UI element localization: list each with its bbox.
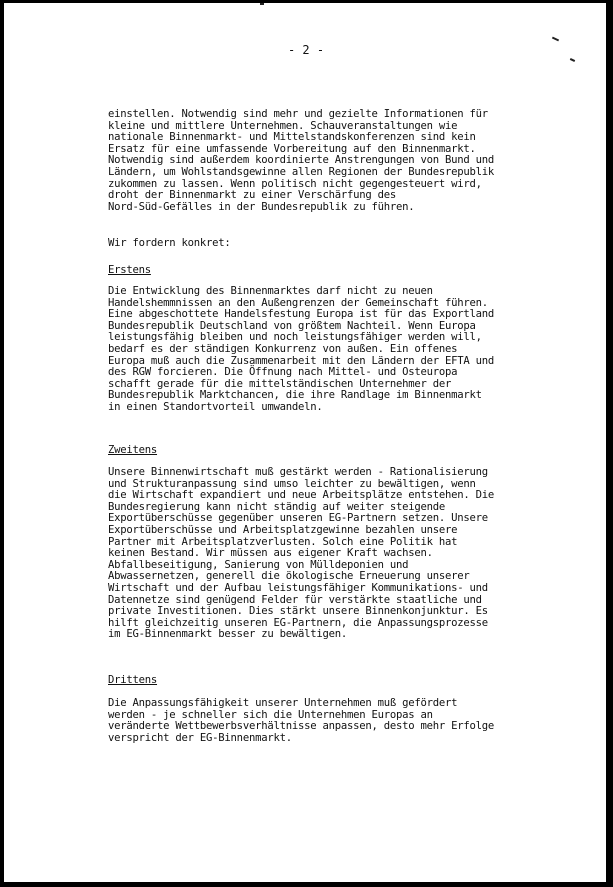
scan-mark: [260, 3, 264, 5]
text-line: Handelshemmnissen an den Außengrenzen der Gemeinschaft führen.: [108, 296, 488, 309]
section-heading-zweitens: Zweitens: [108, 444, 158, 456]
text-line: einstellen. Notwendig sind mehr und gezielte Informationen für: [108, 108, 488, 120]
text-line: nationale Binnenmarkt- und Mittelstandskonferenzen sind kein: [108, 131, 476, 144]
text-line: verspricht der EG-Binnenmarkt.: [108, 731, 292, 744]
text-line: Exportüberschüsse und Arbeitsplatzgewinne bezahlen unsere: [108, 523, 458, 536]
text-line: kleine und mittlere Unternehmen. Schauveranstaltungen wie: [108, 119, 458, 132]
text-line: Die Anpassungsfähigkeit unserer Unternehmen muß gefördert: [108, 697, 458, 709]
section-paragraph-zweitens: [108, 467, 508, 641]
text-line: Datennetze sind genügend Felder für verstärkte staatliche und: [108, 593, 482, 606]
text-line: Eine abgeschottete Handelsfestung Europa ist für das Exportland: [108, 308, 495, 321]
text-line: schafft gerade für die mittelständischen Unternehmer der: [108, 377, 452, 390]
text-line: Abwassernetzen, generell die ökologische Erneuerung unserer: [108, 570, 470, 583]
text-line: Notwendig sind außerdem koordinierte Anstrengungen von Bund und: [108, 154, 495, 167]
text-line: im EG-Binnenmarkt besser zu bewältigen.: [108, 628, 347, 641]
text-line: werden - je schneller sich die Unternehmen Europas an: [108, 708, 433, 721]
text-line: Europa muß auch die Zusammenarbeit mit den Ländern der EFTA und: [108, 354, 495, 367]
section-heading-drittens: Drittens: [108, 674, 158, 686]
page-number: - 2 -: [287, 43, 325, 57]
demand-line: Wir fordern konkret:: [108, 237, 231, 249]
text-line: des RGW forcieren. Die Öffnung nach Mittel- und Osteuropa: [108, 366, 458, 379]
text-line: Die Entwicklung des Binnenmarktes darf nicht zu neuen: [108, 285, 433, 297]
text-line: Abfallbeseitigung, Sanierung von Mülldeponien und: [108, 558, 409, 571]
section-heading-erstens: Erstens: [108, 264, 151, 276]
intro-paragraph: [108, 109, 508, 213]
text-line: keinen Bestand. Wir müssen aus eigener Kraft wachsen.: [108, 547, 433, 560]
text-line: Exportüberschüsse gegenüber unseren EG-Partnern setzen. Unsere: [108, 512, 488, 525]
text-line: Unsere Binnenwirtschaft muß gestärkt werden - Rationalisierung: [108, 466, 488, 478]
scan-mark: [552, 37, 559, 42]
text-line: Partner mit Arbeitsplatzverlusten. Solch eine Politik hat: [108, 535, 458, 548]
text-line: leistungsfähig bleiben und noch leistungsfähiger werden will,: [108, 331, 482, 344]
text-line: Bundesregierung kann nicht ständig auf weiter steigende: [108, 500, 446, 513]
text-line: droht der Binnenmarkt zu einer Verschärfung des: [108, 189, 397, 202]
text-line: Ländern, um Wohlstandsgewinne allen Regionen der Bundesrepublik: [108, 165, 495, 178]
section-paragraph-drittens: [108, 698, 508, 744]
text-line: veränderte Wettbewerbsverhältnisse anpassen, desto mehr Erfolge: [108, 720, 495, 733]
document-page: [4, 3, 606, 882]
section-paragraph-erstens: [108, 286, 508, 414]
text-line: die Wirtschaft expandiert und neue Arbeitsplätze entstehen. Die: [108, 489, 495, 502]
text-line: Bundesrepublik Deutschland von größtem Nachteil. Wenn Europa: [108, 319, 476, 332]
text-line: private Investitionen. Dies stärkt unsere Binnenkonjunktur. Es: [108, 605, 488, 618]
text-line: Ersatz für eine umfassende Vorbereitung auf den Binnenmarkt.: [108, 142, 476, 155]
text-line: bedarf es der ständigen Konkurrenz von außen. Ein offenes: [108, 342, 458, 355]
text-line: hilft gleichzeitig unseren EG-Partnern, die Anpassungsprozesse: [108, 616, 488, 629]
text-line: in einen Standortvorteil umwandeln.: [108, 400, 323, 413]
text-line: und Strukturanpassung sind umso leichter zu bewältigen, wenn: [108, 477, 476, 490]
scan-mark: [570, 58, 575, 62]
text-line: Nord-Süd-Gefälles in der Bundesrepublik zu führen.: [108, 200, 415, 213]
text-line: Wirtschaft und der Aufbau leistungsfähiger Kommunikations- und: [108, 581, 488, 594]
text-line: Bundesrepublik Marktchancen, die ihre Randlage im Binnenmarkt: [108, 389, 482, 402]
text-line: zukommen zu lassen. Wenn politisch nicht gegengesteuert wird,: [108, 177, 482, 190]
